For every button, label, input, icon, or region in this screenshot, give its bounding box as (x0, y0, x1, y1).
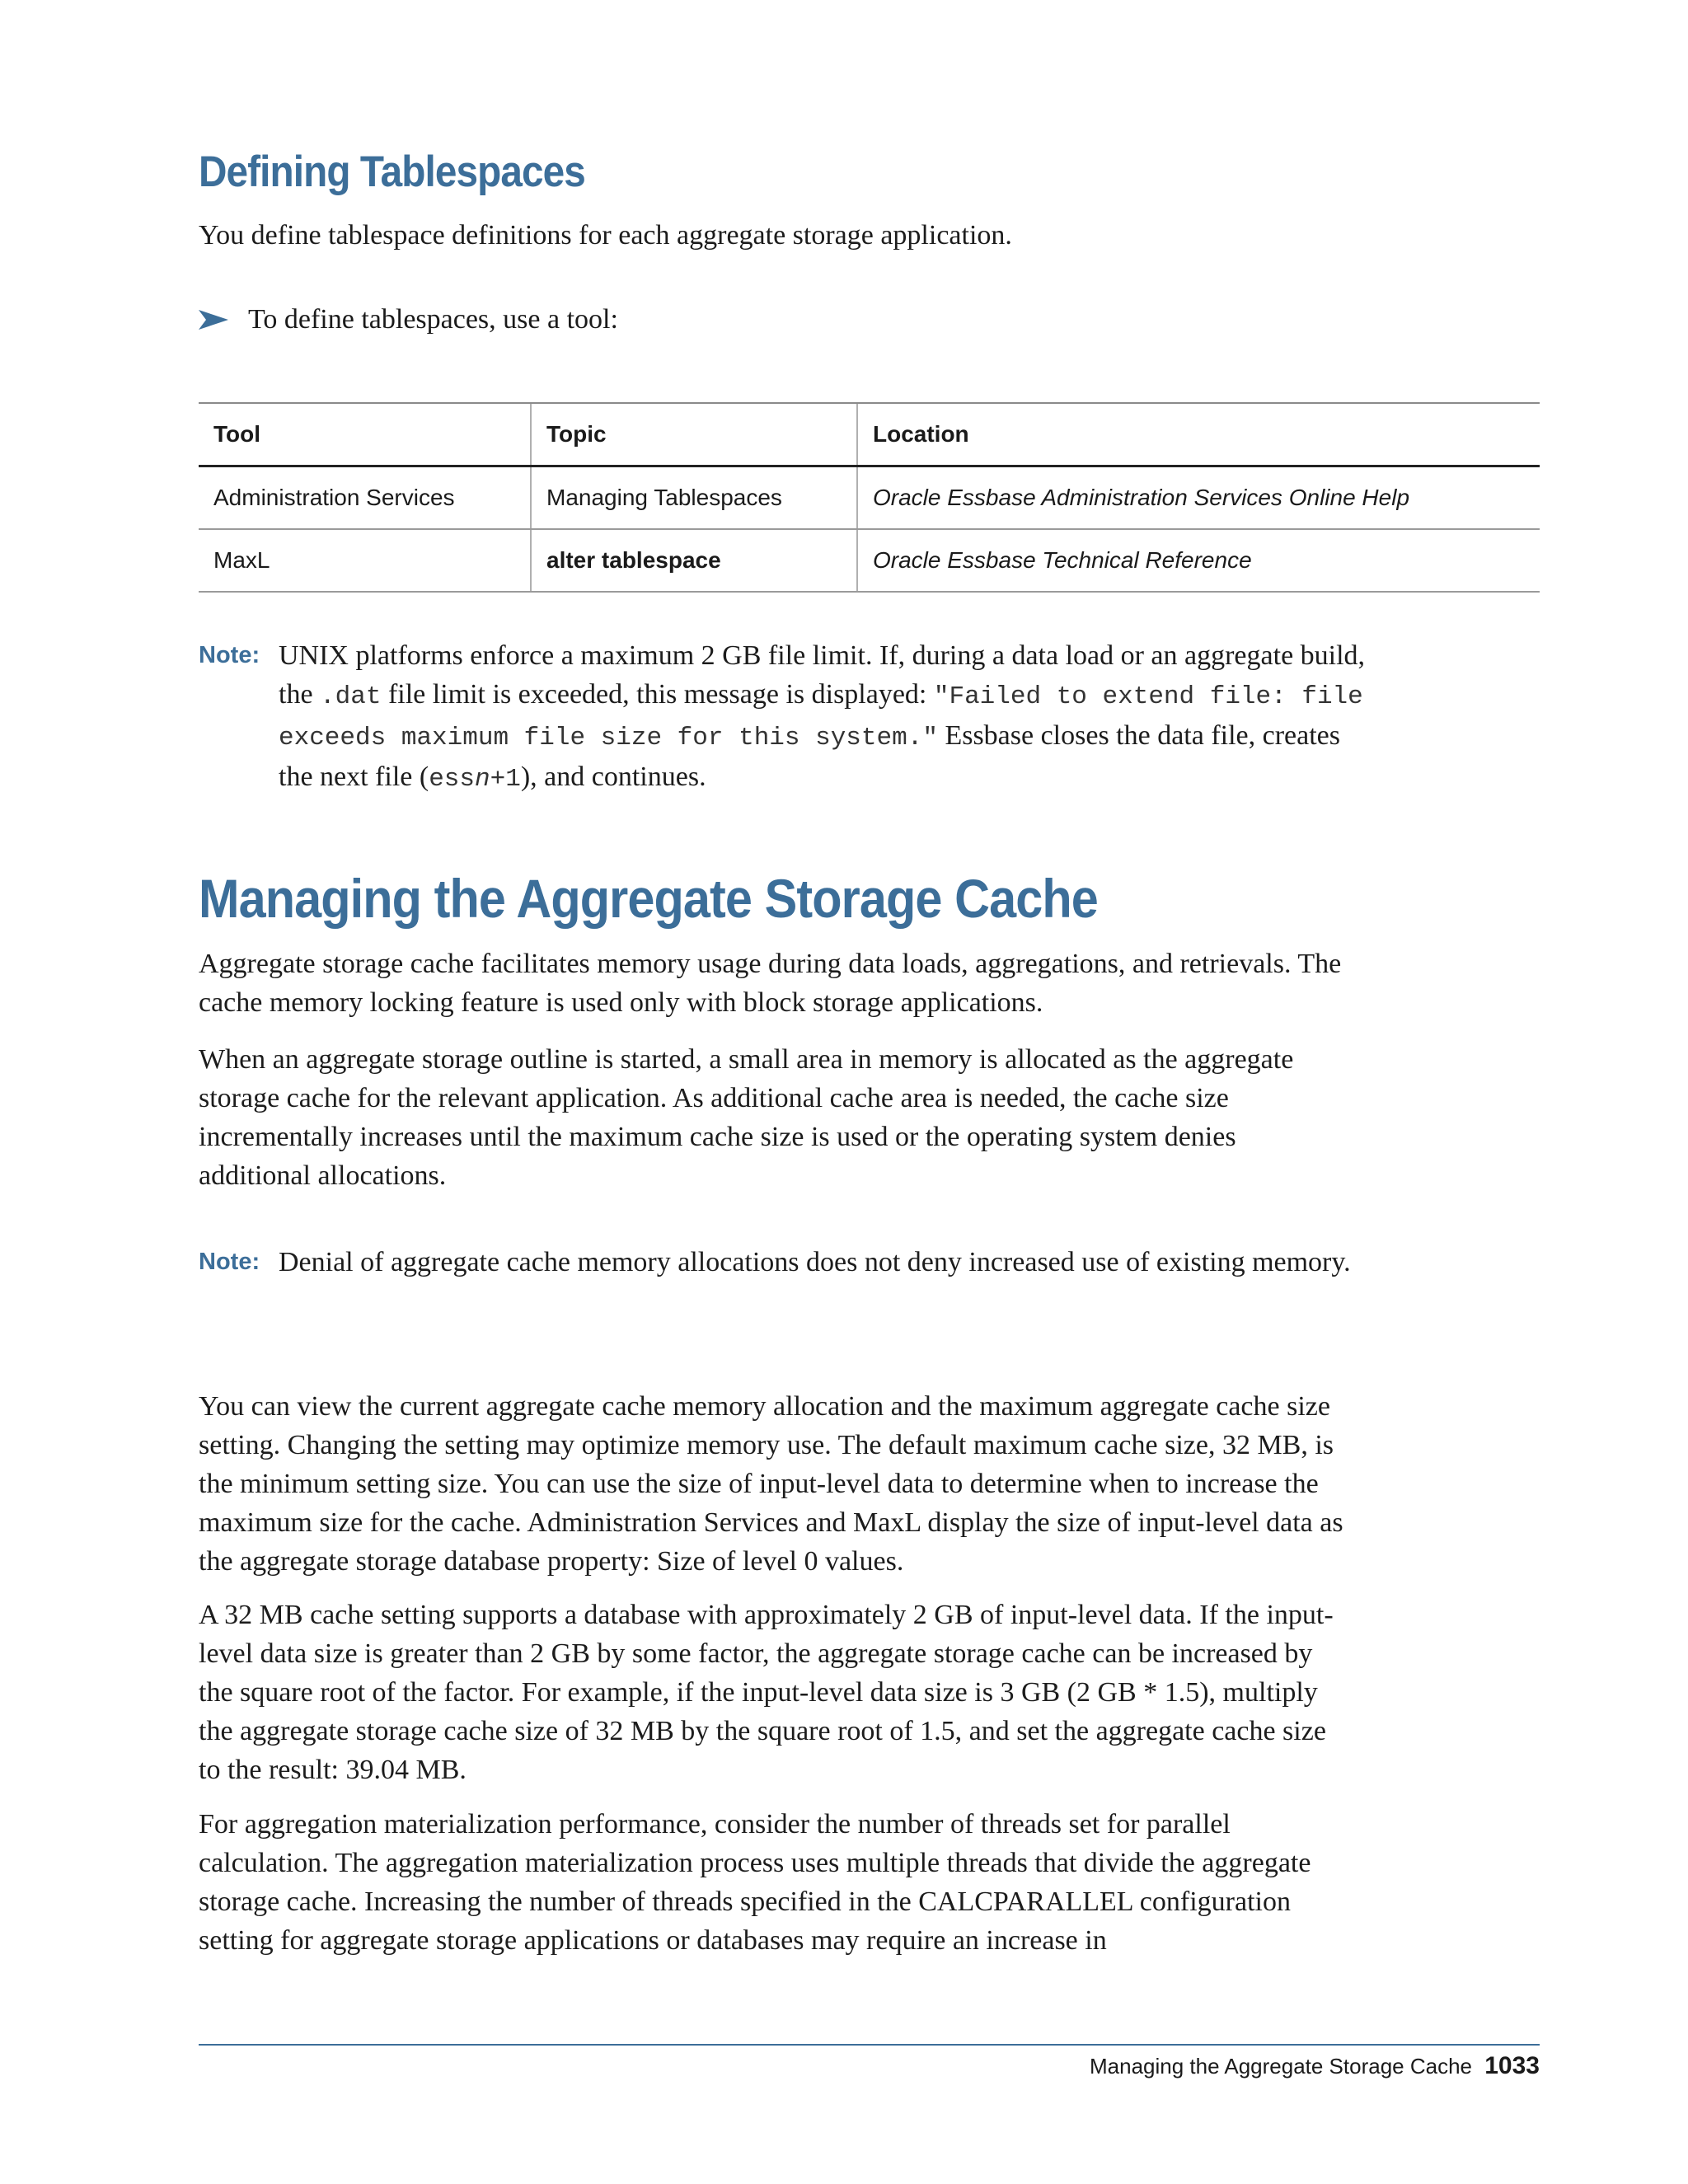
cell-topic: Managing Tablespaces (531, 466, 857, 530)
tools-table (199, 402, 1540, 593)
cell-tool: Administration Services (199, 466, 531, 530)
procedure-step (199, 300, 618, 339)
note-cache-denial (199, 1243, 1369, 1282)
note-body: Denial of aggregate cache memory allocations does not deny increased use of existing memory. (279, 1247, 1351, 1277)
paragraph: Aggregate storage cache facilitates memory usage during data loads, aggregations, and retrievals. The cache memory locking feature is used only with block storage applications. (199, 949, 1342, 1018)
table-row (199, 466, 1540, 530)
inline-code: n (475, 765, 490, 794)
inline-code: "Failed to extend file: file exceeds maximum file size for this system." (279, 682, 1363, 752)
inline-code: +1 (490, 765, 521, 794)
note-label: Note: (199, 642, 260, 668)
header-location: Location (857, 403, 1540, 466)
footer-rule (199, 2044, 1540, 2046)
cell-location: Oracle Essbase Administration Services Online Help (857, 466, 1540, 530)
header-tool: Tool (199, 403, 531, 466)
paragraph: You can view the current aggregate cache memory allocation and the maximum aggregate cache size setting. Changing the setting may optimize memory use. The default maximum cache size, 32 MB, is the minimum setting size. You can use the size of input-level data to determine when to increase the maximum size for the cache. Administration Services and MaxL display the size of input-level data as the aggregate storage database property: Size of level 0 values. (199, 1391, 1343, 1577)
running-title: Managing the Aggregate Storage Cache (1090, 2054, 1473, 2079)
arrow-right-icon (199, 307, 228, 332)
page-number: 1033 (1484, 2052, 1540, 2079)
cell-topic: alter tablespace (531, 529, 857, 592)
header-topic: Topic (531, 403, 857, 466)
inline-code: .dat (320, 682, 382, 711)
step-text: To define tablespaces, use a tool: (248, 304, 618, 335)
paragraph: A 32 MB cache setting supports a database with approximately 2 GB of input-level data. If the input-level data size is greater than 2 GB by some factor, the aggregate storage cache can be increased by the square root of the factor. For example, if the input-level data size is 3 GB (2 GB * 1.5), multiply the aggregate storage cache size of 32 MB by the square root of 1.5, and set the aggregate cache size to the result: 39.04 MB. (199, 1600, 1334, 1785)
section-heading-defining-tablespaces: Defining Tablespaces (199, 148, 585, 196)
cell-tool: MaxL (199, 529, 531, 592)
note-unix-file-limit (199, 636, 1369, 799)
paragraph: When an aggregate storage outline is started, a small area in memory is allocated as the aggregate storage cache for the relevant application. As additional cache area is needed, the cache size incrementally increases until the maximum cache size is used or the operating system denies additional allocations. (199, 1044, 1294, 1191)
note-label: Note: (199, 1249, 260, 1275)
table-header-row (199, 403, 1540, 466)
intro-paragraph: You define tablespace definitions for each aggregate storage application. (199, 220, 1012, 251)
inline-code: ess (429, 765, 476, 794)
paragraph: For aggregation materialization performance, consider the number of threads set for parallel calculation. The aggregation materialization process uses multiple threads that divide the aggregate storage cache. Increasing the number of threads specified in the CALCPARALLEL configuration setting for aggregate storage applications or databases may require an increase in (199, 1809, 1311, 1956)
table-row (199, 529, 1540, 592)
page-footer (1090, 2052, 1540, 2080)
section-heading-aggregate-storage-cache: Managing the Aggregate Storage Cache (199, 868, 1098, 929)
note-body: UNIX platforms enforce a maximum 2 GB file limit. If, during a data load or an aggregate build, the .dat file limit is exceeded, this message is displayed: "Failed to extend file: file exceeds maximum file size for this system." Essbase closes the data file, creates the next file (essn+1), and continues. (279, 640, 1366, 794)
cell-location: Oracle Essbase Technical Reference (857, 529, 1540, 592)
